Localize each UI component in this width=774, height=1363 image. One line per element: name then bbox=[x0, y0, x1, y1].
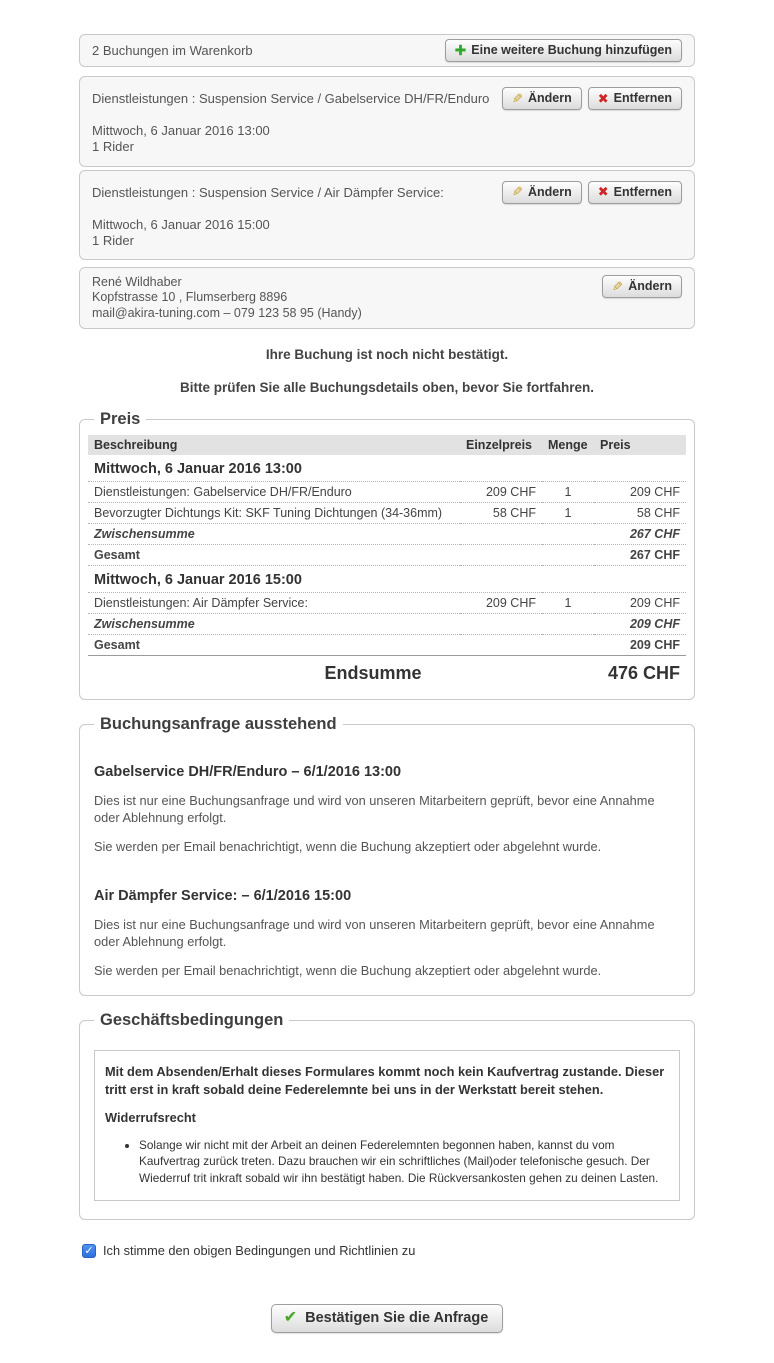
pending-entry-para1: Dies ist nur eine Buchungsanfrage und wird von unseren Mitarbeitern geprüft, bevor eine Annahme oder Ablehnung erfolgt. bbox=[94, 916, 655, 949]
booking-item-card-1 bbox=[79, 76, 695, 167]
remove-booking-1-button[interactable] bbox=[588, 87, 682, 110]
remove-label: Entfernen bbox=[613, 91, 672, 105]
remove-label: Entfernen bbox=[613, 184, 672, 199]
cart-count-text: 2 Buchungen im Warenkorb bbox=[92, 43, 253, 58]
grand-total-row bbox=[88, 655, 686, 689]
terms-legend: Geschäftsbedingungen bbox=[100, 1011, 284, 1030]
pending-entry-para1: Dies ist nur eine Buchungsanfrage und wird von unseren Mitarbeitern geprüft, bevor eine Annahme oder Ablehnung erfolgt. bbox=[94, 792, 655, 826]
agree-checkbox[interactable]: ✓ bbox=[82, 1244, 96, 1258]
customer-address: Kopfstrasse 10 , Flumserberg 8896 bbox=[92, 290, 288, 305]
plus-icon: ✚ bbox=[454, 42, 467, 58]
table-row bbox=[88, 592, 686, 613]
table-row bbox=[88, 502, 686, 523]
cart-summary-bar bbox=[79, 34, 695, 67]
group-1-total-row bbox=[88, 544, 686, 565]
remove-icon: ✖ bbox=[597, 90, 609, 106]
row-qty: 1 bbox=[542, 481, 594, 502]
group-1-date: Mittwoch, 6 Januar 2016 13:00 bbox=[94, 460, 302, 477]
row-description: Dienstleistungen: Gabelservice DH/FR/Enduro bbox=[88, 481, 460, 502]
col-header-description: Beschreibung bbox=[88, 435, 460, 455]
pending-entry-heading: Air Dämpfer Service: – 6/1/2016 15:00 bbox=[94, 887, 352, 904]
row-unit-price: 209 CHF bbox=[460, 592, 542, 613]
booking-item-card-2 bbox=[79, 170, 695, 261]
row-price: 209 CHF bbox=[594, 481, 686, 502]
table-row bbox=[88, 481, 686, 502]
price-legend: Preis bbox=[100, 409, 141, 428]
terms-bullet-list bbox=[105, 1137, 669, 1187]
check-icon: ✔ bbox=[283, 1309, 298, 1327]
group-1-date-row bbox=[88, 455, 686, 482]
pending-legend: Buchungsanfrage ausstehend bbox=[100, 714, 337, 733]
booking-not-confirmed-notice: Ihre Buchung ist noch nicht bestätigt. bbox=[265, 346, 509, 362]
pending-entry-para2: Sie werden per Email benachrichtigt, wenn die Buchung akzeptiert oder abgelehnt wurde. bbox=[94, 839, 602, 855]
grand-total-value: 476 CHF bbox=[594, 655, 686, 689]
row-price: 58 CHF bbox=[594, 502, 686, 523]
terms-text-box bbox=[94, 1050, 680, 1201]
pending-entry-1 bbox=[94, 764, 680, 856]
terms-bullet: • Solange wir nicht mit der Arbeit an deinen Federelemnten begonnen haben, kannst du vom Kaufvertrag zurück treten. Dazu brauchen wir ein schriftliches (Mail)oder telefonische gesuch. Der Wiederruf trit inkraft sobald wir ihn bestätigt haben. Die Rückversankosten gehen zu deinen Lasten. bbox=[139, 1137, 669, 1187]
terms-subheading: Widerrufsrecht bbox=[105, 1109, 196, 1125]
price-table-header-row bbox=[88, 435, 686, 455]
col-header-qty: Menge bbox=[542, 435, 594, 455]
checkout-page bbox=[79, 0, 695, 1363]
subtotal-label: Zwischensumme bbox=[88, 523, 594, 544]
terms-intro: Mit dem Absenden/Erhalt dieses Formulares kommt noch kein Kaufvertrag zustande. Dieser tritt erst in kraft sobald deine Federelemnte bei uns in der Werkstatt bereit stehen. bbox=[105, 1064, 665, 1097]
booking-item-riders: 1 Rider bbox=[92, 232, 134, 248]
agreement-row bbox=[79, 1243, 695, 1258]
total-label: Gesamt bbox=[88, 544, 594, 565]
price-table bbox=[88, 435, 686, 689]
total-value: 267 CHF bbox=[594, 544, 686, 565]
row-qty: 1 bbox=[542, 592, 594, 613]
group-1-subtotal-row bbox=[88, 523, 686, 544]
subtotal-value: 209 CHF bbox=[594, 613, 686, 634]
terms-section bbox=[79, 1011, 695, 1220]
customer-card bbox=[79, 267, 695, 329]
pending-section bbox=[79, 715, 695, 997]
row-unit-price: 209 CHF bbox=[460, 481, 542, 502]
confirm-request-button[interactable] bbox=[271, 1304, 504, 1333]
group-2-date-row bbox=[88, 565, 686, 592]
pending-entry-2 bbox=[94, 888, 680, 980]
row-qty: 1 bbox=[542, 502, 594, 523]
pencil-icon: ✎ bbox=[612, 278, 624, 294]
pencil-icon: ✎ bbox=[512, 90, 523, 106]
booking-item-datetime: Mittwoch, 6 Januar 2016 15:00 bbox=[92, 216, 270, 232]
edit-label: Ändern bbox=[528, 184, 572, 199]
add-booking-label: Eine weitere Buchung hinzufügen bbox=[471, 43, 672, 57]
booking-item-datetime: Mittwoch, 6 Januar 2016 13:00 bbox=[92, 123, 270, 138]
remove-booking-2-button[interactable] bbox=[588, 181, 682, 204]
booking-item-title: Dienstleistungen : Suspension Service / Air Dämpfer Service: bbox=[92, 184, 444, 200]
customer-contact: mail@akira-tuning.com – 079 123 58 95 (Handy) bbox=[92, 305, 362, 320]
booking-item-riders: 1 Rider bbox=[92, 139, 134, 155]
price-section bbox=[79, 410, 695, 700]
total-label: Gesamt bbox=[88, 634, 594, 655]
row-description: Bevorzugter Dichtungs Kit: SKF Tuning Dichtungen (34-36mm) bbox=[88, 502, 460, 523]
add-booking-button[interactable] bbox=[445, 39, 682, 62]
edit-label: Ändern bbox=[528, 91, 572, 105]
subtotal-value: 267 CHF bbox=[594, 523, 686, 544]
grand-total-label: Endsumme bbox=[88, 655, 594, 689]
edit-customer-button[interactable] bbox=[602, 275, 682, 298]
row-unit-price: 58 CHF bbox=[460, 502, 542, 523]
col-header-unit-price: Einzelpreis bbox=[460, 435, 542, 455]
col-header-price: Preis bbox=[594, 435, 686, 455]
edit-booking-1-button[interactable] bbox=[502, 87, 582, 110]
pending-entry-para2: Sie werden per Email benachrichtigt, wenn die Buchung akzeptiert oder abgelehnt wurde. bbox=[94, 963, 602, 979]
agree-label: Ich stimme den obigen Bedingungen und Richtlinien zu bbox=[103, 1243, 416, 1259]
check-details-notice: Bitte prüfen Sie alle Buchungsdetails oben, bevor Sie fortfahren. bbox=[179, 379, 595, 395]
subtotal-label: Zwischensumme bbox=[88, 613, 594, 634]
edit-label: Ändern bbox=[628, 279, 672, 293]
edit-booking-2-button[interactable] bbox=[502, 181, 582, 204]
pending-entry-heading: Gabelservice DH/FR/Enduro – 6/1/2016 13:00 bbox=[94, 763, 402, 780]
group-2-date: Mittwoch, 6 Januar 2016 15:00 bbox=[88, 565, 686, 592]
group-2-total-row bbox=[88, 634, 686, 655]
row-price: 209 CHF bbox=[594, 592, 686, 613]
customer-name: René Wildhaber bbox=[92, 275, 182, 289]
pencil-icon: ✎ bbox=[512, 184, 523, 199]
group-2-subtotal-row bbox=[88, 613, 686, 634]
confirm-request-label: Bestätigen Sie die Anfrage bbox=[305, 1310, 489, 1327]
row-description: Dienstleistungen: Air Dämpfer Service: bbox=[88, 592, 460, 613]
remove-icon: ✖ bbox=[597, 184, 609, 199]
booking-item-title: Dienstleistungen : Suspension Service / Gabelservice DH/FR/Enduro bbox=[92, 91, 490, 106]
total-value: 209 CHF bbox=[594, 634, 686, 655]
